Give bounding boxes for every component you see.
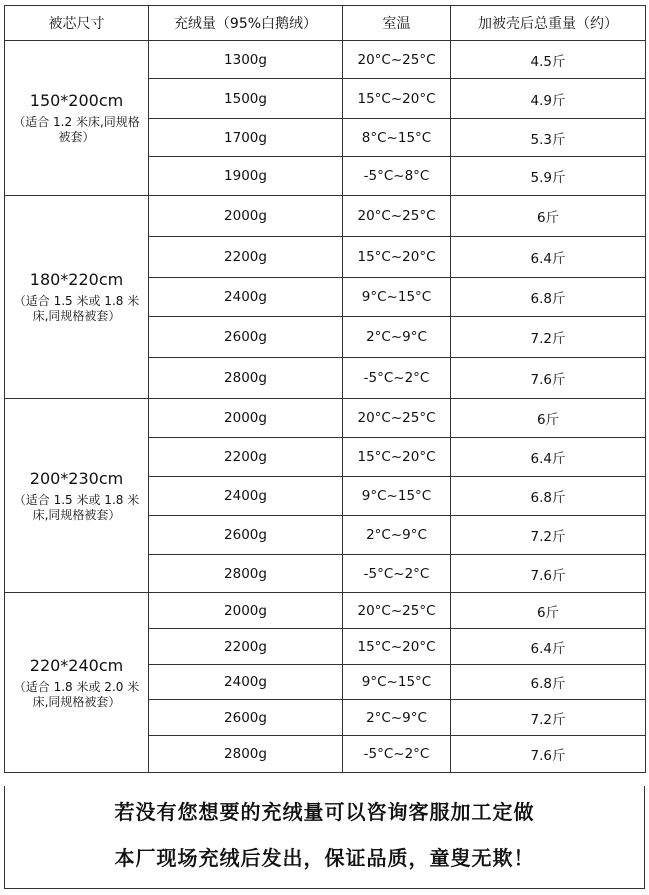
temp-cell: 20°C~25°C	[343, 196, 451, 237]
table-header-row	[5, 6, 646, 41]
weight-cell: 6.4斤	[451, 237, 646, 278]
header-fill: 充绒量（95%白鹅绒）	[149, 6, 343, 41]
weight-cell: 7.6斤	[451, 736, 646, 773]
fill-cell: 2200g	[149, 438, 343, 477]
header-room-temp: 室温	[343, 6, 451, 41]
size-value: 150*200cm	[29, 91, 124, 110]
weight-cell: 6斤	[451, 399, 646, 438]
size-value: 200*230cm	[29, 468, 124, 488]
temp-cell: -5°C~2°C	[343, 358, 451, 399]
fill-cell: 1900g	[149, 157, 343, 196]
weight-cell: 6.4斤	[451, 438, 646, 477]
weight-cell: 7.2斤	[451, 516, 646, 555]
weight-cell: 6斤	[451, 593, 646, 629]
temp-cell: 2°C~9°C	[343, 516, 451, 555]
fill-cell: 1300g	[149, 41, 343, 79]
weight-cell: 7.2斤	[451, 317, 646, 358]
temp-cell: 15°C~20°C	[343, 438, 451, 477]
weight-cell: 5.3斤	[451, 119, 646, 157]
fill-cell: 2000g	[149, 593, 343, 629]
weight-cell: 4.9斤	[451, 79, 646, 119]
footer-line-custom: 若没有您想要的充绒量可以咨询客服加工定做	[114, 800, 535, 824]
temp-cell: 9°C~15°C	[343, 665, 451, 700]
table-row	[5, 399, 646, 438]
temp-cell: -5°C~2°C	[343, 555, 451, 593]
size-note: （适合 1.5 米或 1.8 米床,同规格被套）	[13, 492, 140, 522]
temp-cell: 8°C~15°C	[343, 119, 451, 157]
header-size: 被芯尺寸	[5, 6, 149, 41]
size-value: 220*240cm	[29, 655, 124, 675]
fill-cell: 2800g	[149, 736, 343, 773]
temp-cell: 15°C~20°C	[343, 79, 451, 119]
weight-cell: 7.2斤	[451, 700, 646, 736]
temp-cell: -5°C~8°C	[343, 157, 451, 196]
temp-cell: 15°C~20°C	[343, 629, 451, 665]
weight-cell: 6.8斤	[451, 278, 646, 317]
weight-cell: 7.6斤	[451, 555, 646, 593]
weight-cell: 6斤	[451, 196, 646, 237]
weight-cell: 4.5斤	[451, 41, 646, 79]
table-row	[5, 593, 646, 629]
temp-cell: 15°C~20°C	[343, 237, 451, 278]
weight-cell: 6.8斤	[451, 477, 646, 516]
temp-cell: 20°C~25°C	[343, 399, 451, 438]
fill-cell: 2000g	[149, 399, 343, 438]
quilt-spec-table	[4, 5, 646, 773]
table-row	[5, 41, 646, 79]
size-cell	[5, 593, 149, 773]
weight-cell: 6.8斤	[451, 665, 646, 700]
size-cell	[5, 41, 149, 196]
temp-cell: 2°C~9°C	[343, 317, 451, 358]
fill-cell: 2800g	[149, 555, 343, 593]
temp-cell: -5°C~2°C	[343, 736, 451, 773]
temp-cell: 9°C~15°C	[343, 477, 451, 516]
fill-cell: 2800g	[149, 358, 343, 399]
fill-cell: 2600g	[149, 516, 343, 555]
temp-cell: 20°C~25°C	[343, 41, 451, 79]
fill-cell: 2600g	[149, 317, 343, 358]
fill-cell: 2400g	[149, 665, 343, 700]
fill-cell: 2000g	[149, 196, 343, 237]
fill-cell: 2400g	[149, 278, 343, 317]
table-body	[5, 41, 646, 773]
fill-cell: 2200g	[149, 237, 343, 278]
footer-notice	[4, 786, 645, 889]
fill-cell: 1700g	[149, 119, 343, 157]
fill-cell: 1500g	[149, 79, 343, 119]
temp-cell: 2°C~9°C	[343, 700, 451, 736]
size-cell	[5, 196, 149, 399]
size-value: 180*220cm	[29, 270, 124, 289]
weight-cell: 5.9斤	[451, 157, 646, 196]
size-note: （适合 1.8 米或 2.0 米床,同规格被套）	[13, 679, 140, 709]
header-total-weight: 加被壳后总重量（约）	[451, 6, 646, 41]
fill-cell: 2400g	[149, 477, 343, 516]
weight-cell: 7.6斤	[451, 358, 646, 399]
size-note: （适合 1.5 米或 1.8 米床,同规格被套）	[13, 294, 140, 323]
fill-cell: 2600g	[149, 700, 343, 736]
temp-cell: 9°C~15°C	[343, 278, 451, 317]
temp-cell: 20°C~25°C	[343, 593, 451, 629]
size-note: （适合 1.2 米床,同规格被套）	[13, 115, 140, 144]
weight-cell: 6.4斤	[451, 629, 646, 665]
fill-cell: 2200g	[149, 629, 343, 665]
footer-line-quality: 本厂现场充绒后发出，保证品质，童叟无欺！	[114, 846, 535, 870]
table-row	[5, 196, 646, 237]
size-cell	[5, 399, 149, 593]
